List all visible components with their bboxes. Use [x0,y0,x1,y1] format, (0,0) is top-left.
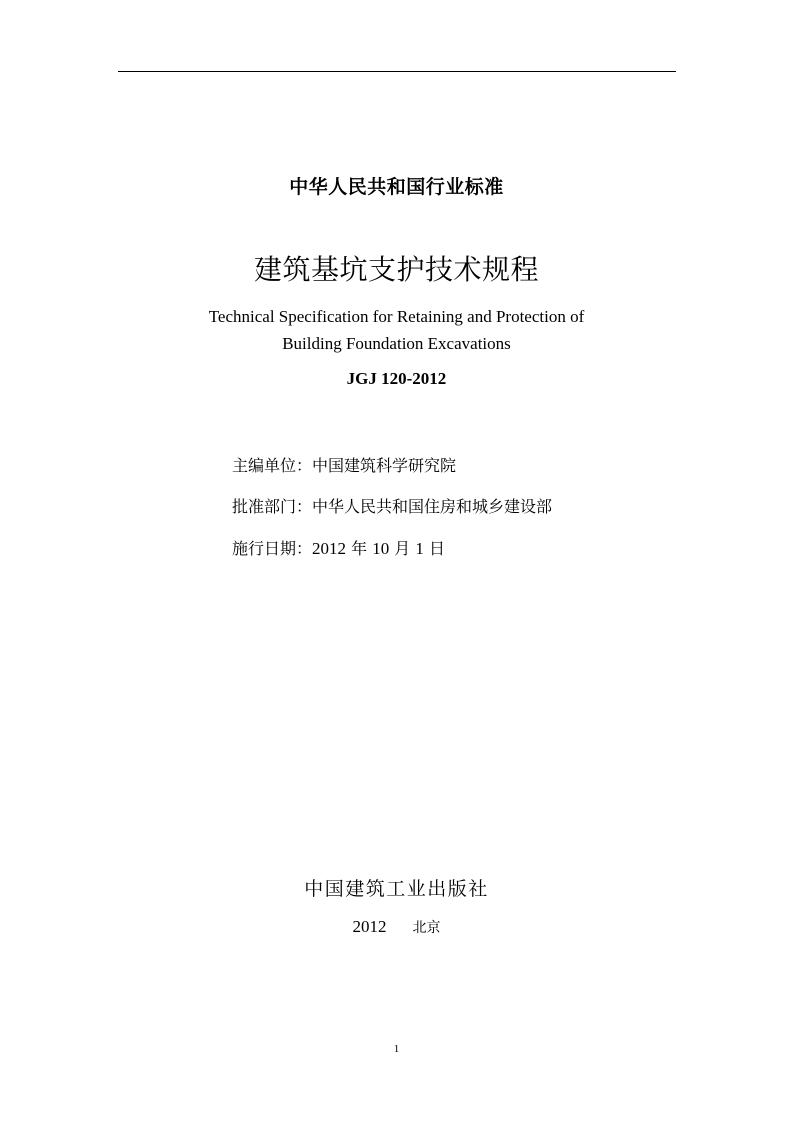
page-number: 1 [393,1043,400,1055]
effective-day-unit: 日 [423,539,445,558]
approver-value: 中华人民共和国住房和城乡建设部 [312,497,553,516]
publication-city: 北京 [412,920,441,936]
industry-standard-heading: 中华人民共和国行业标准 [289,176,504,198]
approver-line [232,494,552,517]
effective-month: 10 [372,539,390,558]
publication-line [0,917,793,937]
document-title-cn: 建筑基坑支护技术规程 [253,253,539,286]
editor-value: 中国建筑科学研究院 [312,456,457,475]
document-title-en-line2: Building Foundation Excavations [282,334,511,353]
publication-year: 2012 [352,917,387,936]
editor-line [232,453,456,476]
document-title-en-line1: Technical Specification for Retaining and Protection of [208,307,585,326]
approver-label: 批准部门： [232,497,313,516]
document-title-en [0,303,793,357]
editor-label: 主编单位： [232,456,313,475]
top-rule [118,71,676,72]
effective-year-unit: 年 [346,539,373,558]
effective-date-line [232,536,445,559]
effective-year: 2012 [312,539,347,558]
effective-month-unit: 月 [389,539,416,558]
publisher-name: 中国建筑工业出版社 [304,878,489,900]
effective-day: 1 [415,539,424,558]
standard-code: JGJ 120-2012 [346,369,447,388]
effective-date-label: 施行日期： [232,539,313,558]
